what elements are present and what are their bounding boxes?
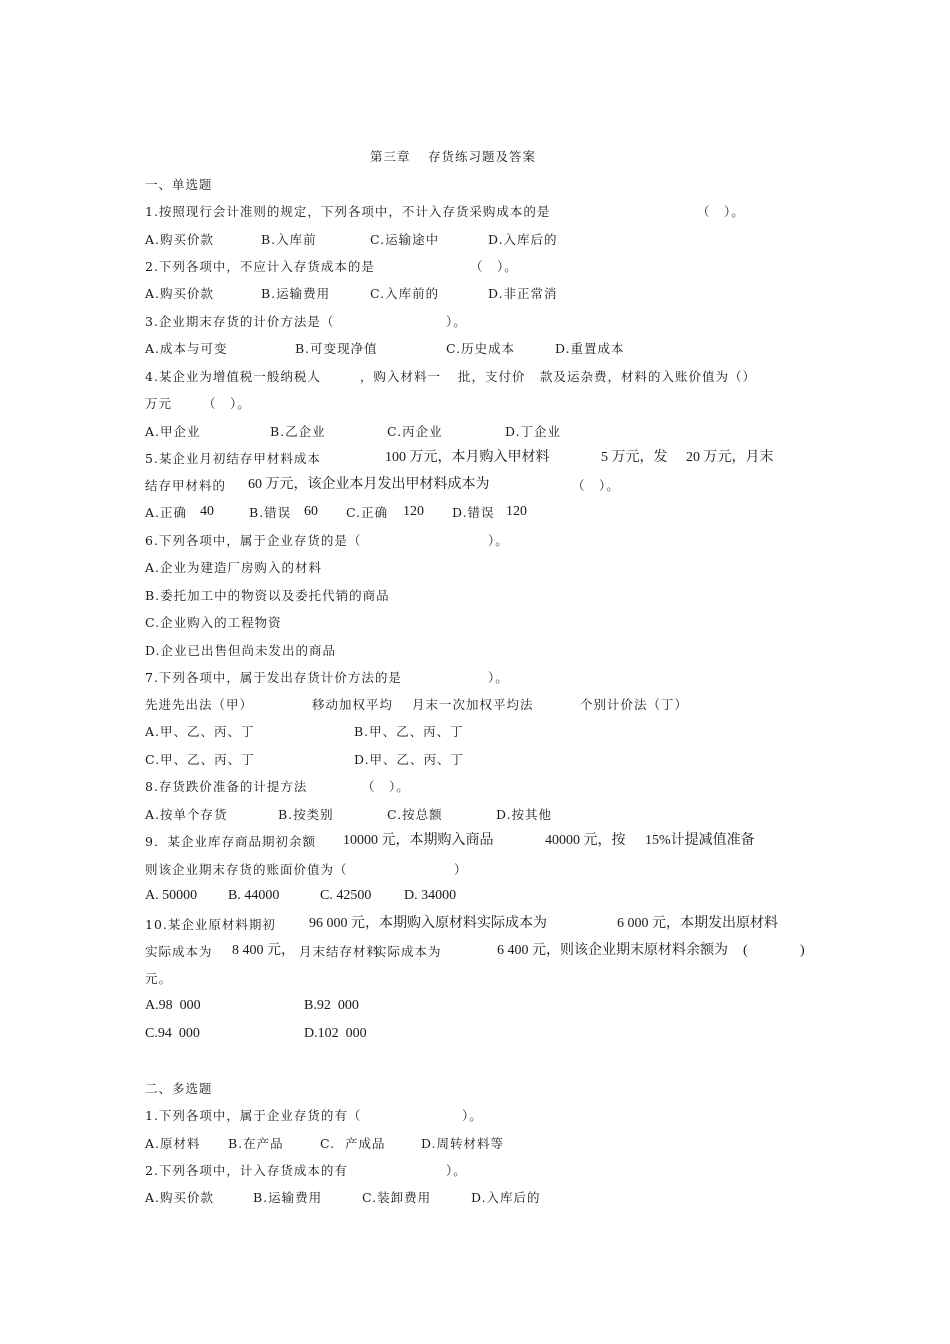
question-stem: 15%计提减值准备 [645,833,755,848]
question-stem: 2.下列各项中，计入存货成本的有 [145,1163,348,1178]
question-stem: 实际成本为 [374,944,442,959]
question-blank: （ ）。 [203,396,251,411]
section-heading-single-choice: 一、单选题 [145,177,213,192]
question-blank: （ ）。 [470,259,518,274]
option-a: A.甲、乙、丙、丁 [145,724,255,739]
option-c: C. 产成品 [320,1136,386,1151]
option-b: B. 44000 [228,888,280,903]
question-blank: （ ）。 [572,478,620,493]
option-b: B.委托加工中的物资以及委托代销的商品 [145,588,390,603]
option-a: A.正确 [145,505,188,520]
option-d: D.入库后的 [471,1190,541,1205]
option-c-value: 120 [403,504,424,519]
question-stem: 9．某企业库存商品期初余额 [145,834,316,849]
question-stem: 8.存货跌价准备的计提方法 [145,779,308,794]
question-blank: ）。 [446,314,467,329]
option-c: C.按总额 [387,807,443,822]
question-stem: 结存甲材料的 [145,478,227,493]
option-d: D.非正常消 [488,286,558,301]
question-blank: ）。 [446,1163,467,1178]
option-b: B.92 000 [304,998,359,1013]
option-b: B.运输费用 [261,286,331,301]
question-blank: ） [454,862,468,877]
option-c: C.装卸费用 [362,1190,432,1205]
question-stem: 7.下列各项中，属于发出存货计价方法的是 [145,670,402,685]
question-stem: 1.下列各项中，属于企业存货的有（ [145,1108,362,1123]
question-blank: ）。 [462,1108,483,1123]
method-item: 月末一次加权平均法 [412,697,534,712]
question-stem: 20 万元，月末 [686,450,774,465]
section-heading-multi-choice: 二、多选题 [145,1081,213,1096]
option-b: B.在产品 [228,1136,284,1151]
question-stem: 5.某企业月初结存甲材料成本 [145,451,321,466]
option-d: D.按其他 [496,807,553,822]
question-blank: （ ）。 [697,204,745,219]
option-a-value: 40 [200,504,214,519]
question-stem: 100 万元，本月购入甲材料 [385,450,550,465]
question-stem: 万元 [145,396,173,411]
question-stem: 元。 [145,971,173,986]
question-stem: 96 000 元，本期购入原材料实际成本为 [309,916,547,931]
option-b: B.按类别 [278,807,334,822]
question-stem: 3.企业期末存货的计价方法是（ [145,314,348,329]
method-item: 个别计价法（丁） [580,697,689,712]
question-blank-close: ) [800,943,805,958]
option-a: A.购买价款 [145,232,215,247]
option-d-value: 120 [506,504,527,519]
option-d: D.错误 [452,505,495,520]
option-a: A.原材料 [145,1136,201,1151]
option-c: C.运输途中 [370,232,440,247]
question-stem: 10.某企业原材料期初 [145,917,276,932]
question-blank: ）。 [488,533,509,548]
option-b: B.运输费用 [253,1190,323,1205]
option-d: D.102 000 [304,1026,367,1041]
option-a: A.购买价款 [145,1190,215,1205]
question-stem: 1.按照现行会计准则的规定，下列各项中，不计入存货采购成本的是 [145,204,551,219]
question-stem: 月末结存材料 [299,944,381,959]
method-item: 先进先出法（甲） [145,697,254,712]
option-c: C.企业购入的工程物资 [145,615,282,630]
method-item: 移动加权平均 [312,697,394,712]
option-d: D.入库后的 [488,232,558,247]
option-a: A.成本与可变 [145,341,228,356]
question-stem: 6.下列各项中，属于企业存货的是（ [145,533,375,548]
option-b: B.可变现净值 [295,341,378,356]
option-d: D.重置成本 [555,341,625,356]
question-blank-open: ( [743,943,748,958]
question-stem: 6 400 元，则该企业期末原材料余额为 [497,943,728,958]
question-stem: 6 000 元，本期发出原材料 [617,916,778,931]
option-a: A.企业为建造厂房购入的材料 [145,560,323,575]
document-title: 存货练习题及答案 [428,149,537,164]
option-a: A.购买价款 [145,286,215,301]
option-c: C.94 000 [145,1026,200,1041]
option-b: B.乙企业 [270,424,326,439]
question-stem: 则该企业期末存货的账面价值为（ [145,862,375,877]
question-stem: 5 万元，发 [601,450,668,465]
option-c: C.入库前的 [370,286,440,301]
option-c: C.历史成本 [446,341,516,356]
question-stem: 2.下列各项中，不应计入存货成本的是 [145,259,375,274]
question-stem: 8 400 元， [232,943,295,958]
option-d: D.企业已出售但尚未发出的商品 [145,643,337,658]
question-blank: ）。 [488,670,509,685]
option-d: D.丁企业 [505,424,562,439]
document-title-chapter: 第三章 [370,149,411,164]
option-d: D. 34000 [404,888,457,903]
question-stem: 60 万元，该企业本月发出甲材料成本为 [248,477,490,492]
option-b: B.错误 [249,505,292,520]
option-d: D.甲、乙、丙、丁 [354,752,465,767]
question-stem: 款及运杂费，材料的入账价值为（） [540,369,757,384]
question-stem: 10000 元，本期购入商品 [343,833,494,848]
option-c: C. 42500 [320,888,372,903]
option-a: A. 50000 [145,888,198,903]
question-stem: 4.某企业为增值税一般纳税人 [145,369,321,384]
option-c: C.甲、乙、丙、丁 [145,752,255,767]
option-b-value: 60 [304,504,318,519]
option-c: C.正确 [346,505,389,520]
option-b: B.入库前 [261,232,317,247]
option-b: B.甲、乙、丙、丁 [354,724,464,739]
question-stem: 实际成本为 [145,944,213,959]
option-a: A.按单个存货 [145,807,228,822]
question-stem: 批，支付价 [458,369,526,384]
question-stem: ，购入材料一 [360,369,442,384]
option-a: A.98 000 [145,998,201,1013]
option-d: D.周转材料等 [421,1136,505,1151]
question-stem: 40000 元，按 [545,833,626,848]
option-a: A.甲企业 [145,424,201,439]
option-c: C.丙企业 [387,424,443,439]
question-blank: （ ）。 [362,779,410,794]
